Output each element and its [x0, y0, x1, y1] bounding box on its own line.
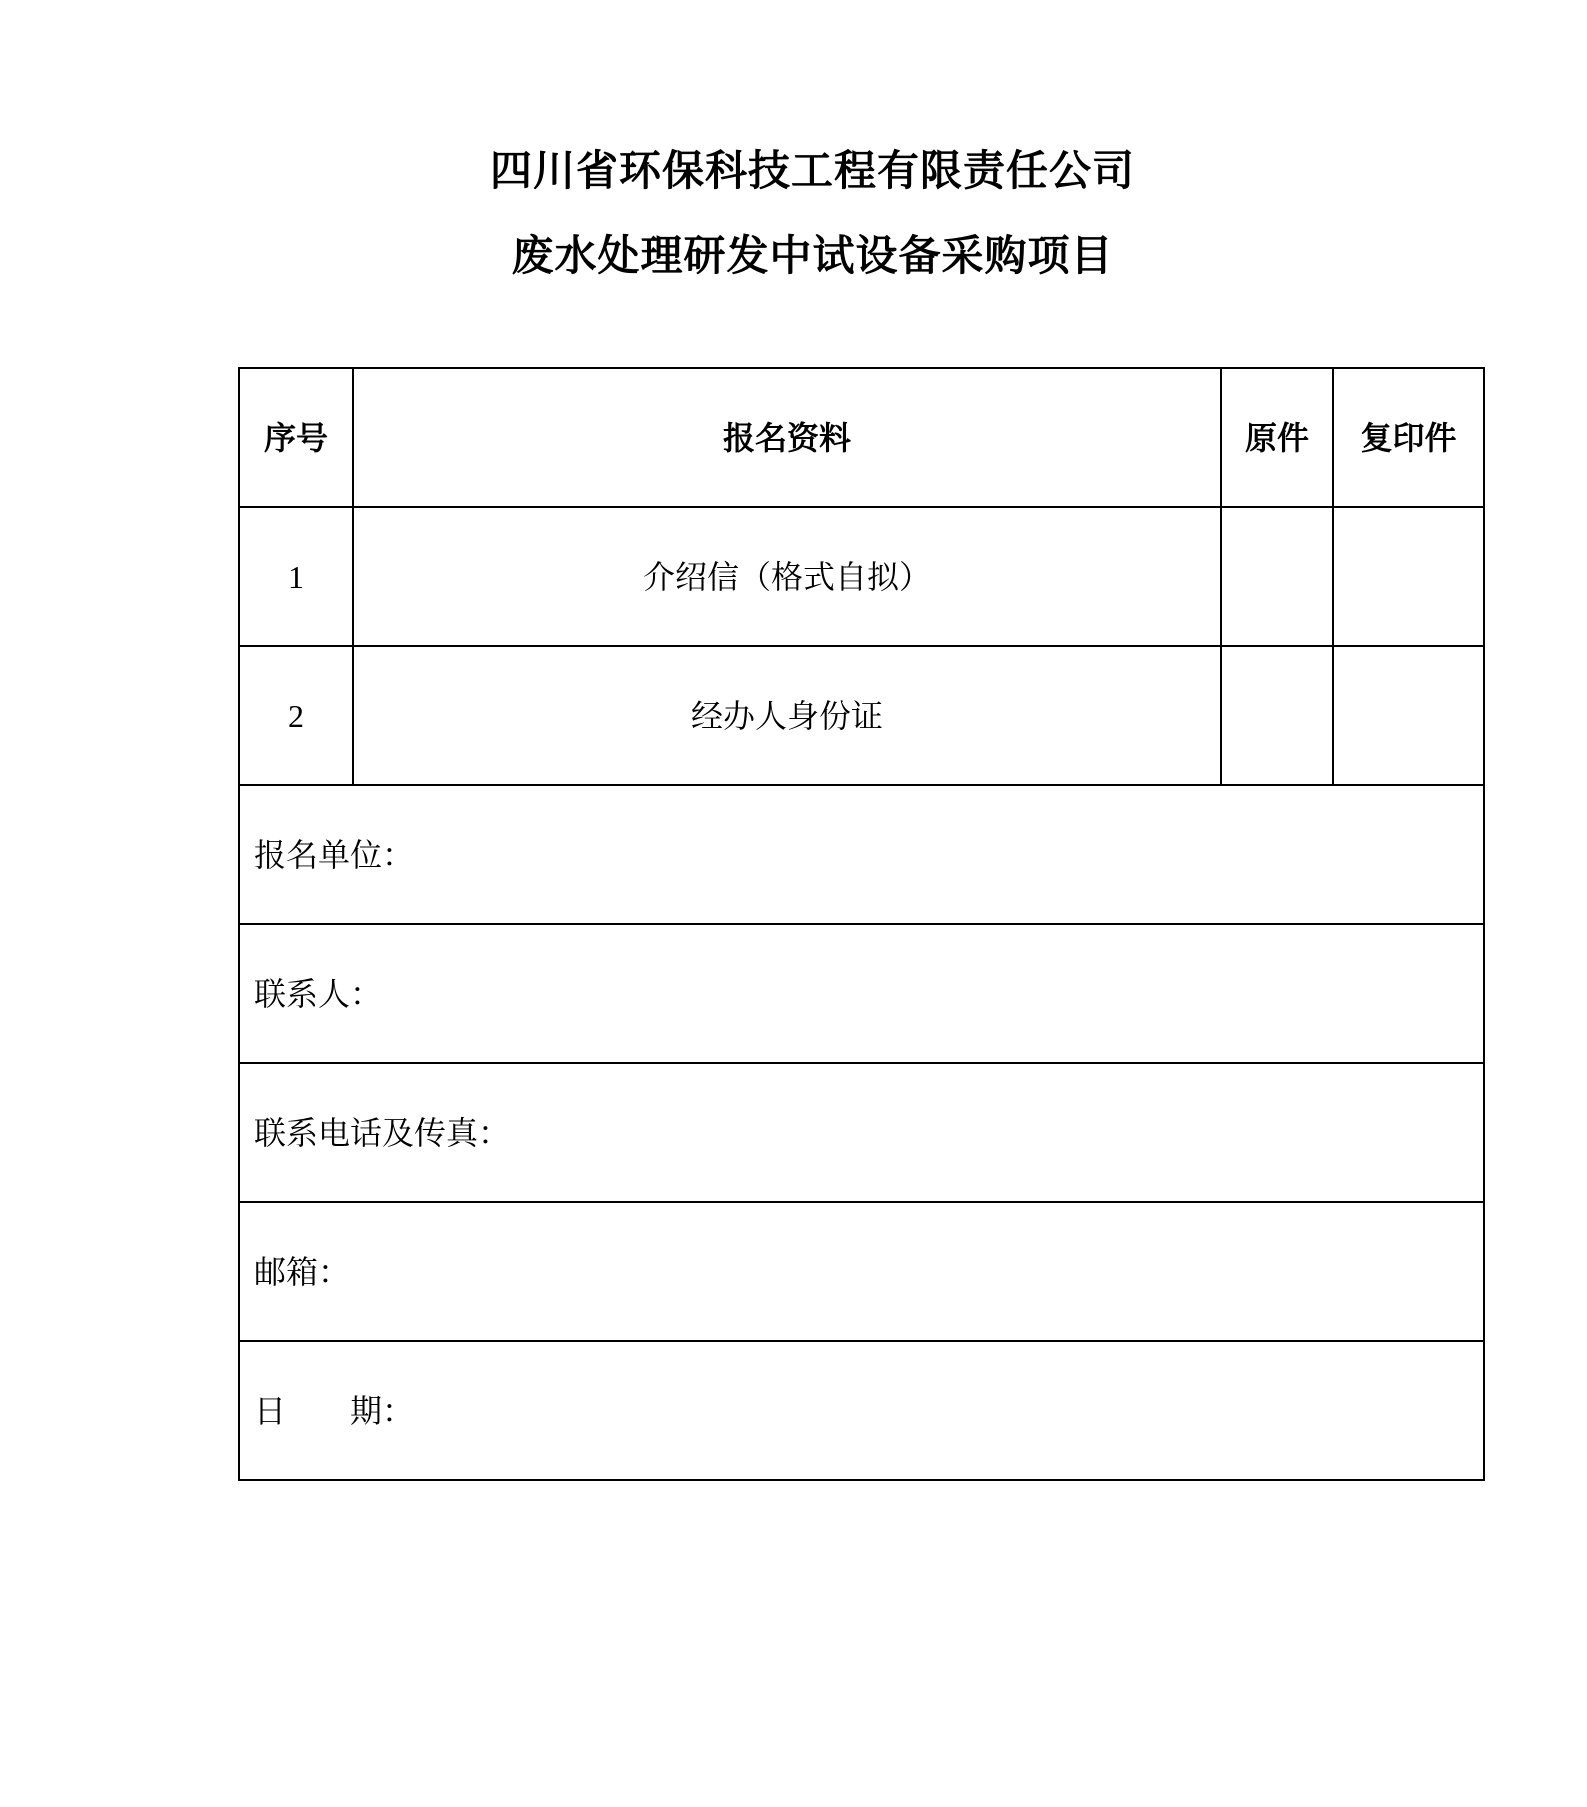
field-label-email: 邮箱：: [239, 1202, 1484, 1341]
field-row-date: [239, 1341, 1484, 1480]
header-cell-original: 原件: [1221, 368, 1333, 507]
field-row-email: [239, 1202, 1484, 1341]
material-name-cell: 介绍信（格式自拟）: [353, 507, 1221, 646]
table-header-row: [239, 368, 1484, 507]
field-row-registration-unit: [239, 785, 1484, 924]
field-label-date: 日 期：: [239, 1341, 1484, 1480]
serial-number-cell: 2: [239, 646, 353, 785]
serial-number-cell: 1: [239, 507, 353, 646]
table-row-2: [239, 646, 1484, 785]
material-name-cell: 经办人身份证: [353, 646, 1221, 785]
header-cell-registration-materials: 报名资料: [353, 368, 1221, 507]
header-cell-copy: 复印件: [1333, 368, 1484, 507]
document-title: [0, 150, 1587, 279]
header-cell-serial-number: 序号: [239, 368, 353, 507]
copy-blank-cell: [1333, 646, 1484, 785]
field-row-contact-person: [239, 924, 1484, 1063]
field-label-phone-fax: 联系电话及传真：: [239, 1063, 1484, 1202]
document-page: [0, 150, 1587, 1807]
registration-table: [238, 367, 1485, 1481]
field-label-registration-unit: 报名单位：: [239, 785, 1484, 924]
table-row-1: [239, 507, 1484, 646]
document-title-line2: 废水处理研发中试设备采购项目: [511, 234, 1114, 280]
field-label-contact-person: 联系人：: [239, 924, 1484, 1063]
field-row-phone-fax: [239, 1063, 1484, 1202]
original-blank-cell: [1221, 646, 1333, 785]
document-title-line1: 四川省环保科技工程有限责任公司: [489, 149, 1135, 195]
copy-blank-cell: [1333, 507, 1484, 646]
original-blank-cell: [1221, 507, 1333, 646]
